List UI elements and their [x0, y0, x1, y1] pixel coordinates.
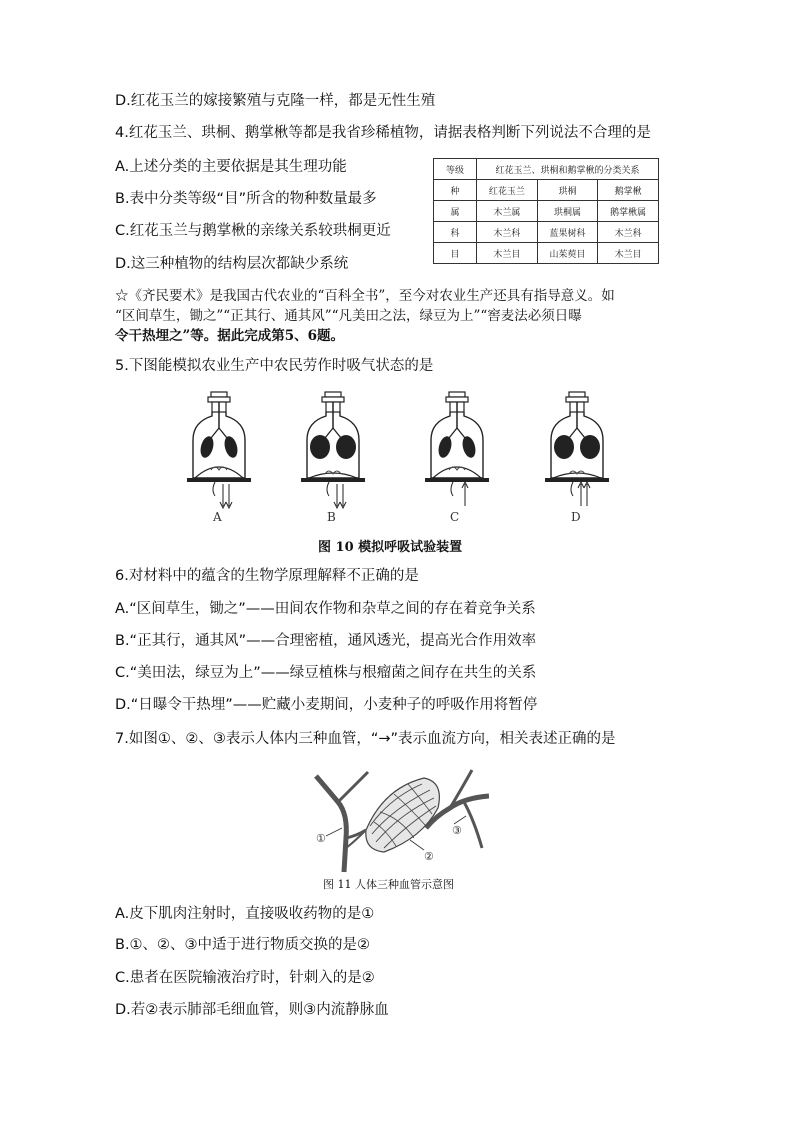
table-cell: 珙桐 — [537, 180, 598, 201]
table-cell: 属 — [434, 201, 477, 222]
jar-a — [187, 392, 251, 508]
q6-option-b: B.“正其行，通其风”——合理密植，通风透光，提高光合作用效率 — [115, 633, 537, 649]
table-row — [434, 159, 659, 180]
table-cell: 鹅掌楸 — [598, 180, 659, 201]
q6-option-c: C.“美田法，绿豆为上”——绿豆植株与根瘤菌之间存在共生的关系 — [115, 665, 537, 681]
jar-label-c: C — [450, 510, 460, 524]
q4-option-c: C.红花玉兰与鹅掌楸的亲缘关系较珙桐更近 — [115, 223, 391, 239]
table-row — [434, 201, 659, 222]
breathing-model-figure — [180, 390, 620, 530]
table-header-cell: 等级 — [434, 159, 477, 180]
q7-option-d: D.若②表示肺部毛细血管，则③内流静脉血 — [115, 1002, 389, 1018]
table-row — [434, 180, 659, 201]
q4-option-a: A.上述分类的主要依据是其生理功能 — [115, 159, 347, 175]
material-line-3: 令干热埋之”等。据此完成第5、6题。 — [115, 328, 345, 344]
table-cell: 种 — [434, 180, 477, 201]
table-cell: 木兰属 — [477, 201, 538, 222]
q3-option-d: D.红花玉兰的嫁接繁殖与克隆一样，都是无性生殖 — [115, 93, 436, 109]
jar-label-b: B — [327, 510, 336, 524]
q4-stem: 4.红花玉兰、珙桐、鹅掌楸等都是我省珍稀植物，请据表格判断下列说法不合理的是 — [115, 125, 651, 141]
q6-option-d: D.“日曝令干热埋”——贮藏小麦期间，小麦种子的呼吸作用将暂停 — [115, 697, 538, 713]
blood-vessel-figure — [314, 768, 489, 873]
q6-option-a: A.“区间草生，锄之”——田间农作物和杂草之间的存在着竞争关系 — [115, 601, 536, 617]
table-cell: 蓝果树科 — [537, 222, 598, 243]
table-cell: 目 — [434, 243, 477, 264]
q6-stem: 6.对材料中的蕴含的生物学原理解释不正确的是 — [115, 568, 419, 584]
vessel-label-2: ② — [424, 850, 434, 863]
table-cell: 鹅掌楸属 — [598, 201, 659, 222]
table-header-cell: 红花玉兰、珙桐和鹅掌楸的分类关系 — [477, 159, 659, 180]
table-cell: 木兰目 — [598, 243, 659, 264]
classification-table — [433, 158, 659, 264]
q7-option-a: A.皮下肌肉注射时，直接吸收药物的是① — [115, 906, 375, 922]
q7-option-b: B.①、②、③中适于进行物质交换的是② — [115, 937, 371, 953]
figure-11-caption: 图 11 人体三种血管示意图 — [323, 878, 454, 891]
q5-stem: 5.下图能模拟农业生产中农民劳作时吸气状态的是 — [115, 358, 434, 374]
table-cell: 珙桐属 — [537, 201, 598, 222]
q7-option-c: C.患者在医院输液治疗时，针刺入的是② — [115, 970, 375, 986]
q4-option-d: D.这三种植物的结构层次都缺少系统 — [115, 256, 349, 272]
vessel-label-1: ① — [316, 832, 326, 845]
jar-b — [301, 392, 365, 508]
table-cell: 木兰目 — [477, 243, 538, 264]
jar-c — [425, 392, 489, 506]
q4-option-b: B.表中分类等级“目”所含的物种数量最多 — [115, 191, 377, 207]
table-cell: 红花玉兰 — [477, 180, 538, 201]
jar-d — [545, 392, 609, 506]
q7-stem: 7.如图①、②、③表示人体内三种血管，“→”表示血流方向，相关表述正确的是 — [115, 731, 616, 747]
figure-10-caption: 图 10 模拟呼吸试验装置 — [318, 540, 463, 555]
table-cell: 科 — [434, 222, 477, 243]
table-cell: 山茱萸目 — [537, 243, 598, 264]
jar-label-d: D — [571, 510, 581, 524]
jar-label-a: A — [213, 510, 222, 524]
vessel-label-3: ③ — [452, 824, 462, 837]
table-row — [434, 243, 659, 264]
table-row — [434, 222, 659, 243]
material-line-1: ☆《齐民要术》是我国古代农业的“百科全书”，至今对农业生产还具有指导意义。如 — [115, 288, 615, 304]
table-cell: 木兰科 — [477, 222, 538, 243]
table-cell: 木兰科 — [598, 222, 659, 243]
material-line-2: “区间草生，锄之”“正其行、通其风”“凡美田之法，绿豆为上”“窖麦法必须日曝 — [115, 308, 582, 324]
